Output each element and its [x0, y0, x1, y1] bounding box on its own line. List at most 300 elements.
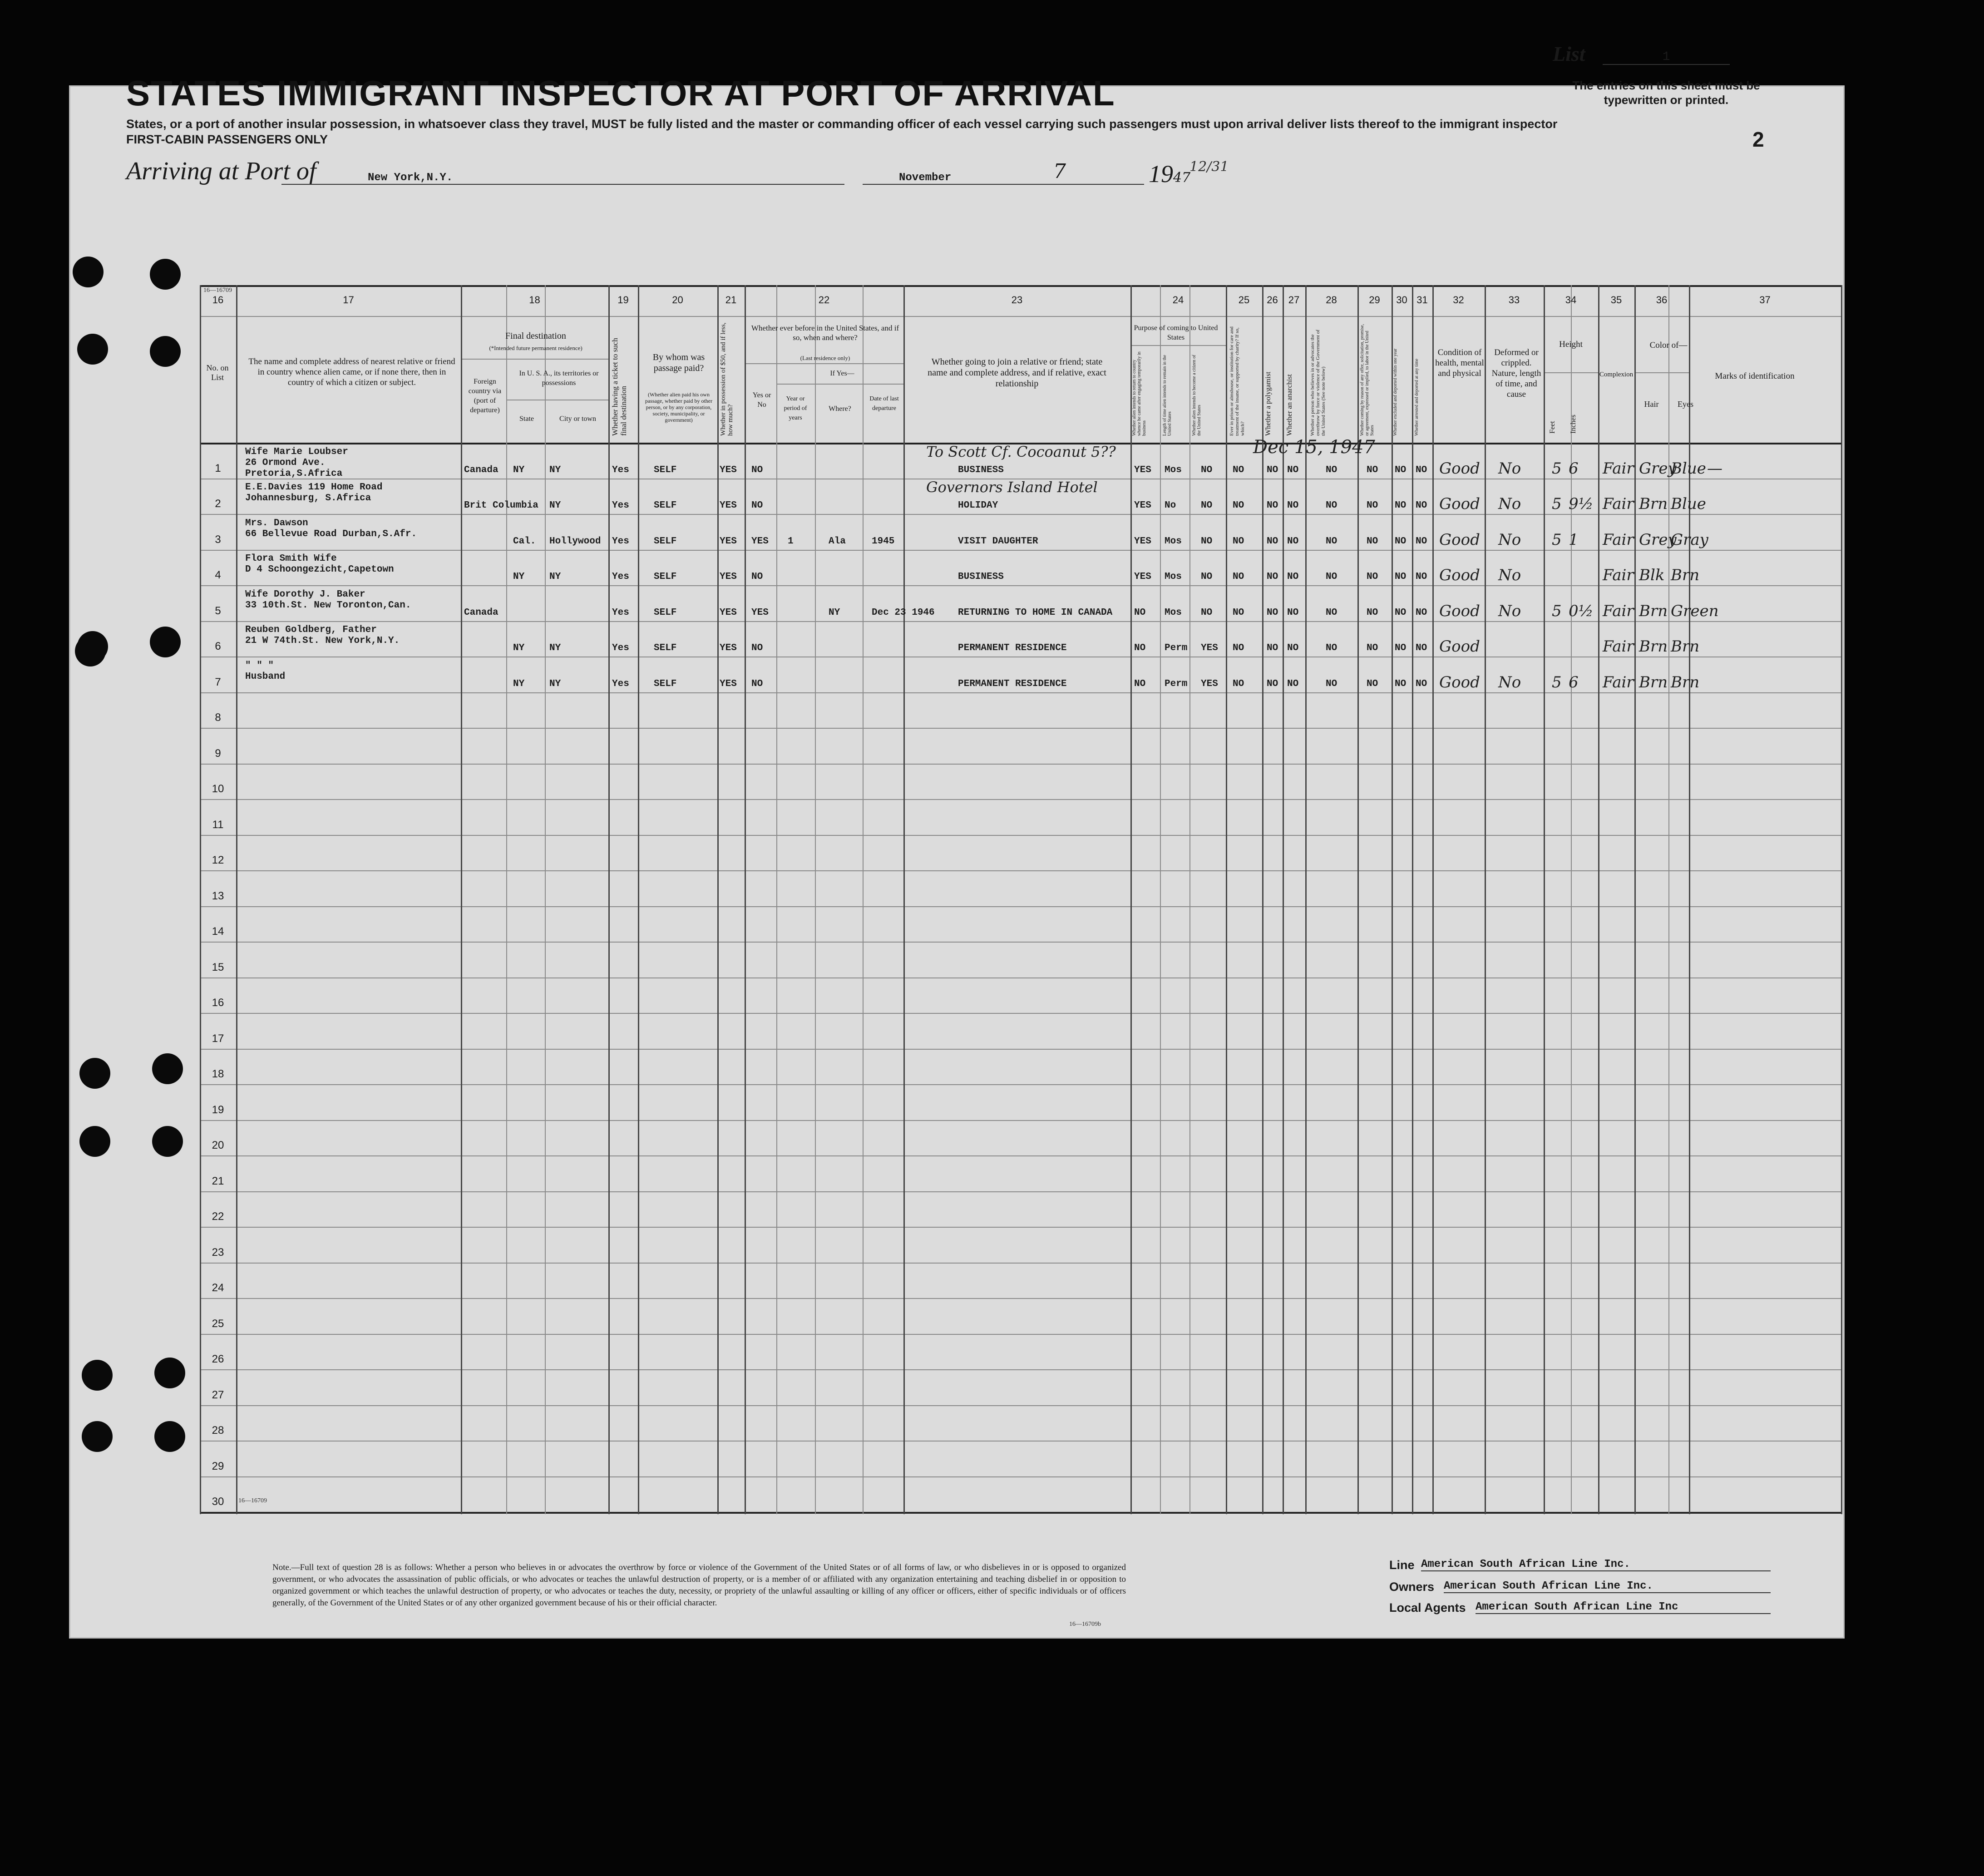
column-number: 27	[1288, 294, 1300, 306]
cell-ticket: Yes	[612, 643, 629, 653]
owners-label: Owners	[1389, 1580, 1435, 1594]
row-number: 2	[215, 498, 221, 510]
cell-paid: SELF	[654, 678, 677, 689]
cell-where: Ala	[829, 536, 846, 547]
row-number: 17	[212, 1032, 224, 1045]
cell-paid: SELF	[654, 464, 677, 475]
cell-state: NY	[513, 643, 525, 653]
column-number: 21	[725, 294, 737, 306]
punch-hole	[152, 1126, 183, 1157]
cell-h27: NO	[1287, 607, 1299, 618]
cell-hair: Blk	[1639, 566, 1665, 584]
cell-ticket: Yes	[612, 464, 629, 475]
row-rule	[200, 764, 1841, 765]
cell-hair: Brn	[1639, 637, 1668, 656]
cell-h26: NO	[1267, 678, 1278, 689]
punch-hole	[79, 1126, 110, 1157]
row-rule	[200, 692, 1841, 693]
punch-hole	[154, 1358, 185, 1388]
cell-health: Good	[1439, 530, 1480, 549]
cell-health: Good	[1439, 495, 1480, 513]
cell-h27: NO	[1287, 678, 1299, 689]
punch-hole	[75, 636, 106, 666]
owners-value: American South African Line Inc.	[1444, 1580, 1771, 1593]
row-rule	[200, 906, 1841, 907]
header-overthrow: Whether a person who believes in or advocates the overthrow by force or violence of the Government of the United States (See note below)	[1310, 330, 1326, 436]
cell-eyes: Brn	[1671, 637, 1700, 656]
row-rule	[200, 550, 1841, 551]
cell-state: NY	[513, 464, 525, 475]
cell-paid: SELF	[654, 500, 677, 511]
column-number: 36	[1656, 294, 1668, 306]
cell-complexion: Fair	[1603, 566, 1634, 584]
cell-h31: NO	[1416, 678, 1427, 689]
header-height: Height	[1559, 340, 1583, 349]
column-number: 17	[343, 294, 354, 306]
cell-feet: 5	[1552, 530, 1562, 549]
header-join-relative: Whether going to join a relative or friend; state name and complete address, and if relative, exact relationship	[928, 357, 1106, 389]
row-number: 5	[215, 604, 221, 617]
cell-feet: 5	[1552, 495, 1562, 513]
row-number: 1	[215, 462, 221, 474]
cell-h29: NO	[1367, 678, 1378, 689]
column-number: 30	[1396, 294, 1407, 306]
header-health: Condition of health, mental and physical	[1435, 348, 1484, 378]
column-rule	[1305, 285, 1307, 1514]
column-number: 35	[1610, 294, 1622, 306]
cell-money: YES	[720, 536, 737, 547]
punch-hole	[82, 1421, 113, 1452]
cell-h25: NO	[1233, 500, 1244, 511]
row-number: 30	[212, 1496, 224, 1508]
header-anarchist: Whether an anarchist	[1286, 374, 1293, 436]
row-rule	[200, 1049, 1841, 1050]
cell-money: YES	[720, 643, 737, 653]
cell-h28: NO	[1326, 607, 1337, 618]
column-rule	[1634, 285, 1636, 1514]
cell-complexion: Fair	[1603, 637, 1634, 656]
subheader-rule	[776, 384, 903, 385]
cell-complexion: Fair	[1603, 530, 1634, 549]
cell-paid: SELF	[654, 536, 677, 547]
cell-join: BUSINESS	[958, 572, 1004, 582]
cell-marks: —	[1707, 459, 1722, 478]
cell-h31: NO	[1416, 572, 1427, 582]
cell-rel2: 21 W 74th.St. New York,N.Y.	[245, 636, 400, 646]
cell-complexion: Fair	[1603, 673, 1634, 691]
header-if-yes: If Yes—	[830, 370, 854, 377]
cell-p-a: YES	[1134, 500, 1151, 511]
column-number: 20	[672, 294, 683, 306]
row-rule	[200, 1191, 1841, 1192]
cell-ticket: Yes	[612, 500, 629, 511]
cell-h31: NO	[1416, 536, 1427, 547]
column-rule	[1226, 285, 1227, 1514]
header-purpose: Purpose of coming to United States	[1134, 324, 1218, 341]
cell-h28: NO	[1326, 572, 1337, 582]
cell-h26: NO	[1267, 536, 1278, 547]
cell-money: YES	[720, 572, 737, 582]
cell-join: VISIT DAUGHTER	[958, 536, 1038, 547]
cell-rel2: 66 Bellevue Road Durban,S.Afr.	[245, 528, 417, 539]
cell-paid: SELF	[654, 607, 677, 618]
cell-h25: NO	[1233, 536, 1244, 547]
cell-deformed: No	[1498, 566, 1521, 584]
cell-h30: NO	[1395, 678, 1407, 689]
row-rule	[200, 1441, 1841, 1442]
header-foreign-country: Foreign country via (port of departure)	[468, 378, 502, 414]
cell-date-handwritten: Dec 15, 1947	[1253, 436, 1375, 458]
row-rule	[200, 1155, 1841, 1156]
column-rule	[1412, 285, 1413, 1514]
header-purpose-length: Length of time alien intends to remain in the United States	[1162, 355, 1172, 436]
line-label: Line	[1389, 1558, 1415, 1572]
row-rule	[200, 870, 1841, 871]
row-number: 25	[212, 1317, 224, 1330]
column-number: 33	[1508, 294, 1520, 306]
punch-hole	[73, 257, 104, 287]
cell-rel2: 33 10th.St. New Toronton,Can.	[245, 600, 411, 611]
column-number: 19	[617, 294, 629, 306]
cell-h26: NO	[1267, 500, 1278, 511]
column-rule	[776, 285, 777, 1514]
header-deformed: Deformed or crippled. Nature, length of time, and cause	[1491, 348, 1541, 399]
header-ticket: Whether having a ticket to such final destination	[611, 338, 628, 436]
row-number: 4	[215, 569, 221, 581]
cell-health: Good	[1439, 673, 1480, 691]
header-feet: Feet	[1549, 421, 1556, 434]
row-number: 26	[212, 1353, 224, 1365]
header-color-of: Color of—	[1649, 341, 1688, 350]
cell-health: Good	[1439, 459, 1480, 478]
row-rule	[200, 799, 1841, 800]
form-notice: States, or a port of another insular possession, in whatsoever class they travel, MUST be fully listed and the master or commanding officer of each vessel carrying such passengers must upon arrival deliver lists thereof to the immigrant inspector	[126, 117, 1558, 131]
cell-paid: SELF	[654, 643, 677, 653]
row-number: 10	[212, 783, 224, 795]
header-labor: Whether coming by reason of any offer, solicitation, promise, or agreement, expressed or implied, to labor in the United States	[1360, 324, 1375, 436]
cell-city: NY	[549, 500, 561, 511]
cell-rel2: Johannesburg, S.Africa	[245, 493, 371, 504]
column-rule	[1130, 285, 1132, 1514]
header-final-destination: Final destination	[505, 331, 566, 341]
row-number: 24	[212, 1282, 224, 1294]
cell-h29: NO	[1367, 464, 1378, 475]
column-rule	[545, 285, 546, 1514]
cell-h29: NO	[1367, 536, 1378, 547]
cell-h30: NO	[1395, 536, 1407, 547]
cell-p-a: YES	[1134, 464, 1151, 475]
cell-p-c: NO	[1201, 572, 1213, 582]
row-rule	[200, 1013, 1841, 1014]
cell-complexion: Fair	[1603, 459, 1634, 478]
cell-p-b: Mos	[1165, 572, 1182, 582]
punch-hole	[82, 1360, 113, 1391]
arrival-day: 7	[1053, 160, 1066, 183]
cell-h27: NO	[1287, 500, 1299, 511]
cell-inches: 6	[1569, 673, 1579, 691]
cell-p-b: Mos	[1165, 607, 1182, 618]
cell-h28: NO	[1326, 536, 1337, 547]
row-number: 3	[215, 533, 221, 546]
cell-rel1: Wife Dorothy J. Baker	[245, 589, 365, 600]
cell-rel1: " " "	[245, 660, 274, 671]
cell-date: 1945	[872, 536, 895, 547]
row-rule	[200, 1263, 1841, 1264]
row-number: 28	[212, 1424, 224, 1437]
row-number: 22	[212, 1210, 224, 1223]
row-rule	[200, 1476, 1841, 1477]
cell-p-b: Perm	[1165, 678, 1188, 689]
column-number: 31	[1416, 294, 1428, 306]
header-city: City or town	[559, 415, 596, 423]
cell-before: NO	[751, 464, 763, 475]
cell-deformed: No	[1498, 673, 1521, 691]
row-number: 16	[212, 997, 224, 1009]
cell-rel2: D 4 Schoongezicht,Capetown	[245, 564, 394, 575]
cell-years: 1	[788, 536, 794, 547]
cell-foreign: Canada	[464, 607, 498, 618]
column-rule	[506, 285, 507, 1514]
cell-h30: NO	[1395, 464, 1407, 475]
row-number: 23	[212, 1246, 224, 1259]
column-number: 32	[1453, 294, 1464, 306]
row-number: 27	[212, 1388, 224, 1401]
subheader-rule	[745, 363, 903, 364]
list-number: 1	[1603, 50, 1730, 65]
form-code-note: 16—16709b	[1069, 1621, 1101, 1628]
cell-p-c: NO	[1201, 464, 1213, 475]
cell-inches: 9½	[1569, 495, 1594, 513]
cell-h25: NO	[1233, 572, 1244, 582]
cell-p-c: NO	[1201, 536, 1213, 547]
cell-h28: NO	[1326, 500, 1337, 511]
row-rule	[200, 585, 1841, 586]
cell-before: NO	[751, 678, 763, 689]
question-28-note: Note.—Full text of question 28 is as follows: Whether a person who believes in or advocates the overthrow by force or violence of the Government of the United States or of all forms of law, or who disbelieves in or is opposed to organized government, or who advocates the assassination of public officials, or who advocates or teaches the unlawful destruction of property, or is a member of or affiliated with any organization entertaining and teaching disbelief in or opposition to organized government or which teaches the unlawful destruction of property, or who advocates or teaches the duty, necessity, or propriety of the unlawful assaulting or killing of any officer or officers, either of specific individuals or of officers generally, of the Government of the United States or of any other organized government because of his or their official character.	[272, 1563, 1126, 1608]
cell-eyes: Brn	[1671, 566, 1700, 584]
row-rule	[200, 942, 1841, 943]
corner-note: 12/31	[1189, 159, 1229, 175]
cell-join-handwritten: To Scott Cf. Cocoanut 5??	[926, 443, 1116, 460]
subheader-rule	[461, 359, 608, 360]
cell-p-c: YES	[1201, 643, 1218, 653]
arrival-port: New York,N.Y.	[281, 172, 844, 185]
cell-before: NO	[751, 643, 763, 653]
column-rule	[1544, 285, 1545, 1514]
row-rule	[200, 1227, 1841, 1228]
cell-h25: NO	[1233, 643, 1244, 653]
punch-hole	[154, 1421, 185, 1452]
row-number: 29	[212, 1460, 224, 1472]
row-rule	[200, 835, 1841, 836]
cell-state: NY	[513, 678, 525, 689]
row-rule	[200, 1512, 1841, 1514]
cell-state: NY	[513, 572, 525, 582]
header-prison: Ever in prison or almshouse, or institution for care and treatment of the insane, or supported by charity? If so, which?	[1229, 326, 1245, 436]
cell-city: NY	[549, 678, 561, 689]
column-rule	[1432, 285, 1434, 1514]
punch-hole	[79, 1058, 110, 1089]
row-number: 15	[212, 961, 224, 973]
cell-before: NO	[751, 500, 763, 511]
cell-hair: Brn	[1639, 602, 1668, 620]
row-rule	[200, 1084, 1841, 1085]
column-number: 26	[1267, 294, 1278, 306]
cell-join-handwritten: Governors Island Hotel	[926, 479, 1098, 496]
column-rule	[1598, 285, 1599, 1514]
cell-before: YES	[751, 536, 769, 547]
row-number: 20	[212, 1139, 224, 1151]
cell-rel2: Husband	[245, 671, 286, 682]
cell-ticket: Yes	[612, 536, 629, 547]
column-number: 34	[1565, 294, 1577, 306]
cell-foreign: Canada	[464, 464, 498, 475]
row-rule	[200, 1120, 1841, 1121]
row-rule	[200, 1298, 1841, 1299]
cell-join: PERMANENT RESIDENCE	[958, 678, 1067, 689]
cell-feet: 5	[1552, 459, 1562, 478]
cell-eyes: Brn	[1671, 673, 1700, 691]
header-deported: Whether arrested and deported at any time	[1414, 359, 1419, 436]
column-rule	[815, 285, 816, 1514]
rule-top	[200, 285, 1841, 287]
cell-city: NY	[549, 572, 561, 582]
cell-feet: 5	[1552, 673, 1562, 691]
cell-hair: Grey	[1639, 530, 1677, 549]
form-title: STATES IMMIGRANT INSPECTOR AT PORT OF ARRIVAL	[126, 73, 1115, 113]
header-final-destination-sub: (*Intended future permanent residence)	[489, 345, 582, 351]
row-rule	[200, 514, 1841, 515]
header-eyes: Eyes	[1678, 400, 1693, 409]
cell-h26: NO	[1267, 643, 1278, 653]
cell-h31: NO	[1416, 464, 1427, 475]
header-ever-before: Whether ever before in the United States, and if so, when and where?	[751, 324, 899, 342]
cell-before: YES	[751, 607, 769, 618]
row-rule	[200, 1405, 1841, 1406]
cell-complexion: Fair	[1603, 495, 1634, 513]
cell-h31: NO	[1416, 607, 1427, 618]
cell-h29: NO	[1367, 607, 1378, 618]
year-prefix: 19	[1149, 160, 1173, 188]
cell-p-b: Perm	[1165, 643, 1188, 653]
cell-h25: NO	[1233, 607, 1244, 618]
cell-ticket: Yes	[612, 678, 629, 689]
arrival-year	[1149, 160, 1190, 188]
row-number: 13	[212, 889, 224, 902]
header-in-usa: In U. S. A., its territories or possessions	[519, 370, 599, 387]
cell-p-b: Mos	[1165, 536, 1182, 547]
line-value: American South African Line Inc.	[1421, 1558, 1771, 1571]
column-rule	[745, 285, 746, 1514]
header-purpose-citizen: Whether alien intends to become a citizen of the United States	[1192, 355, 1202, 436]
punch-hole	[77, 334, 108, 365]
cell-join: PERMANENT RESIDENCE	[958, 643, 1067, 653]
row-number: 9	[215, 747, 221, 760]
year-suffix: 47	[1173, 170, 1191, 186]
cell-health: Good	[1439, 566, 1480, 584]
header-purpose-return: Whether alien intends to return to country whence he came after engaging temporarily in business	[1132, 351, 1147, 436]
cell-h27: NO	[1287, 536, 1299, 547]
cell-h27: NO	[1287, 572, 1299, 582]
cell-deformed: No	[1498, 530, 1521, 549]
punch-hole	[150, 627, 181, 657]
cell-ticket: Yes	[612, 572, 629, 582]
punch-hole	[150, 336, 181, 367]
header-money: Whether in possession of $50, and if less, how much?	[720, 322, 734, 436]
row-number: 8	[215, 711, 221, 724]
cell-hair: Brn	[1639, 495, 1668, 513]
cell-h29: NO	[1367, 643, 1378, 653]
passenger-class: FIRST-CABIN PASSENGERS ONLY	[126, 133, 328, 146]
cell-p-b: No	[1165, 500, 1176, 511]
column-number: 16	[212, 294, 224, 306]
cell-rel1: E.E.Davies 119 Home Road	[245, 482, 383, 493]
header-nearest-relative: The name and complete address of nearest relative or friend in country whence alien came, or if none there, then in country of which a citizen or subject.	[248, 357, 455, 387]
subheader-rule	[1130, 345, 1226, 346]
cell-h30: NO	[1395, 500, 1407, 511]
cell-p-c: NO	[1201, 500, 1213, 511]
agents-label: Local Agents	[1389, 1601, 1466, 1614]
row-number: 11	[212, 818, 224, 831]
cell-hair: Grey	[1639, 459, 1677, 478]
column-number: 18	[529, 294, 540, 306]
cell-join: RETURNING TO HOME IN CANADA	[958, 607, 1113, 618]
cell-rel2: 26 Ormond Ave.	[245, 457, 326, 468]
cell-p-a: NO	[1134, 607, 1146, 618]
list-label: List	[1553, 42, 1585, 65]
cell-inches: 1	[1569, 530, 1579, 549]
cell-h29: NO	[1367, 572, 1378, 582]
column-rule	[1485, 285, 1486, 1514]
row-rule	[200, 1369, 1841, 1370]
header-no-on-list: No. on List	[206, 363, 229, 382]
cell-h27: NO	[1287, 464, 1299, 475]
cell-h30: NO	[1395, 643, 1407, 653]
row-number: 19	[212, 1103, 224, 1116]
cell-join: HOLIDAY	[958, 500, 998, 511]
cell-h30: NO	[1395, 572, 1407, 582]
cell-city: NY	[549, 643, 561, 653]
header-polygamist: Whether a polygamist	[1264, 371, 1272, 436]
cell-state: Cal.	[513, 536, 536, 547]
cell-h28: NO	[1326, 643, 1337, 653]
cell-complexion: Fair	[1603, 602, 1634, 620]
column-number: 37	[1759, 294, 1771, 306]
cell-p-a: YES	[1134, 536, 1151, 547]
cell-paid: SELF	[654, 572, 677, 582]
column-rule	[1283, 285, 1284, 1514]
cell-h31: NO	[1416, 500, 1427, 511]
row-rule	[200, 977, 1841, 978]
row-number: 7	[215, 676, 221, 688]
cell-inches: 6	[1569, 459, 1579, 478]
cell-eyes: Green	[1671, 602, 1719, 620]
cell-rel1: Mrs. Dawson	[245, 518, 308, 528]
header-ever-before-sub: (Last residence only)	[800, 355, 850, 361]
column-number: 23	[1011, 294, 1023, 306]
cell-h26: NO	[1267, 572, 1278, 582]
column-rule	[863, 285, 864, 1514]
cell-p-c: YES	[1201, 678, 1218, 689]
cell-p-a: NO	[1134, 678, 1146, 689]
cell-h25: NO	[1233, 464, 1244, 475]
header-complexion: Complexion	[1599, 371, 1634, 378]
header-excluded: Whether excluded and deported within one year	[1393, 348, 1398, 436]
row-number: 6	[215, 640, 221, 652]
cell-before: NO	[751, 572, 763, 582]
cell-city: NY	[549, 464, 561, 475]
column-rule	[461, 285, 462, 1514]
